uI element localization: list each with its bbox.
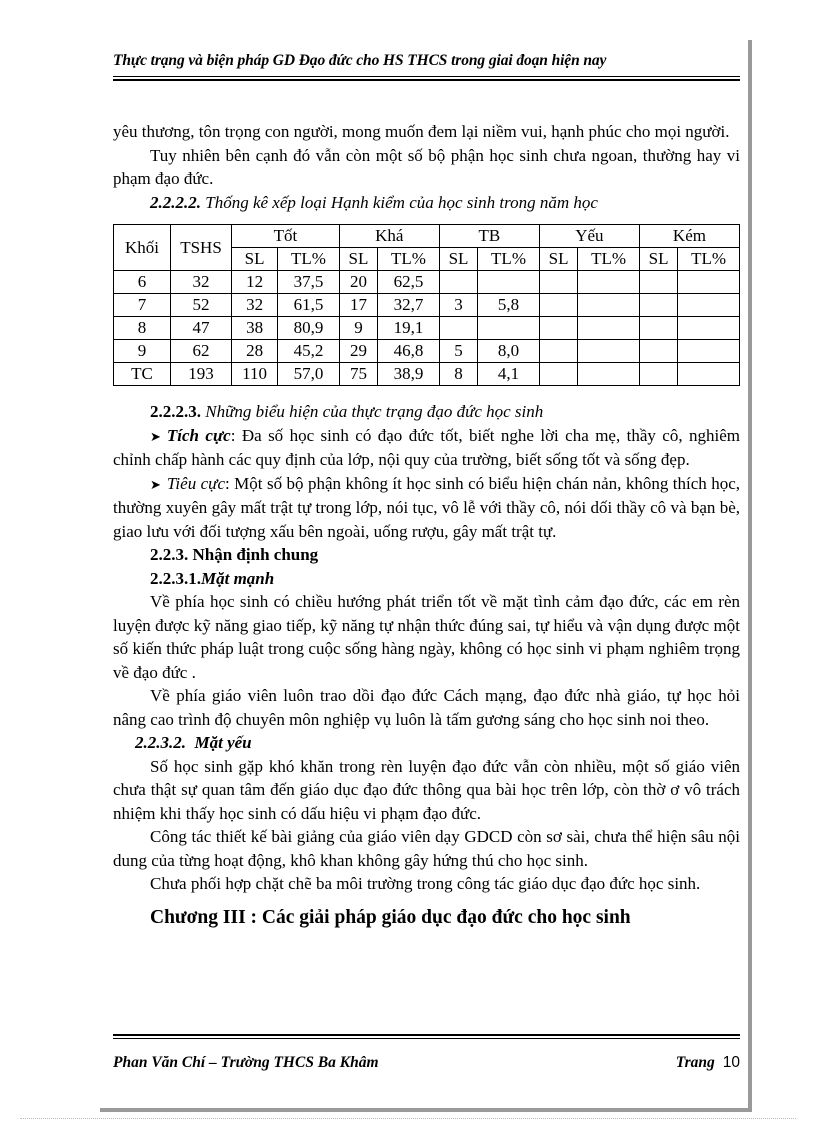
paragraph-strength-teachers: Về phía giáo viên luôn trao dồi đạo đức Cách mạng, đạo đức nhà giáo, tự học hỏi nâng cao trình độ chuyên môn nghiệp vụ luôn là tấm gương sáng cho học sinh noi theo. xyxy=(113,686,740,729)
table-row: 6 32 12 37,5 20 62,5 xyxy=(114,271,740,294)
sub-header: TL% xyxy=(678,248,740,271)
sub-header: SL xyxy=(339,248,377,271)
header-group: TB xyxy=(439,225,539,248)
page-number: 10 xyxy=(722,1054,740,1071)
table-row: 9 62 28 45,2 29 46,8 5 8,0 xyxy=(114,340,740,363)
bullet-positive: ➤ Tích cực: Đa số học sinh có đạo đức tốt, biết nghe lời cha mẹ, thầy cô, nghiêm chỉnh chấp hành các quy định của lớp, nội quy của trường, biết sống tốt và sống đẹp. xyxy=(113,425,740,469)
sub-header: SL xyxy=(539,248,577,271)
header-group: Tốt xyxy=(232,225,340,248)
footer-rule xyxy=(113,1034,740,1039)
header-group: Yếu xyxy=(539,225,639,248)
sub-header: TL% xyxy=(278,248,340,271)
sub-header: TL% xyxy=(578,248,640,271)
paragraph-intro: Tuy nhiên bên cạnh đó vẫn còn một số bộ phận học sinh chưa ngoan, thường hay vi phạm đạo đức. xyxy=(113,145,740,188)
section-heading-2222: 2.2.2.2. Thống kê xếp loại Hạnh kiểm của học sinh trong năm học xyxy=(150,192,598,212)
conduct-statistics-table xyxy=(113,224,740,386)
paragraph-weakness-3: Chưa phối hợp chặt chẽ ba môi trường trong công tác giáo dục đạo đức học sinh. xyxy=(150,874,701,893)
running-header: Thực trạng và biện pháp GD Đạo đức cho HS THCS trong giai đoạn hiện nay xyxy=(113,52,607,69)
sub-header: SL xyxy=(439,248,477,271)
sub-header: TL% xyxy=(478,248,540,271)
footer-author: Phan Văn Chí – Trường THCS Ba Khâm xyxy=(113,1054,379,1071)
table-row: 7 52 32 61,5 17 32,7 3 5,8 xyxy=(114,294,740,317)
sub-header: SL xyxy=(232,248,278,271)
section-heading-2223: 2.2.2.3. Những biểu hiện của thực trạng đạo đức học sinh xyxy=(150,402,544,421)
arrow-bullet-icon: ➤ xyxy=(150,476,161,492)
running-footer xyxy=(113,1054,740,1072)
sub-header: SL xyxy=(639,248,677,271)
header-rule xyxy=(113,76,740,81)
header-khoi: Khối xyxy=(114,225,171,271)
section-heading-223: 2.2.3. Nhận định chung xyxy=(150,545,319,564)
header-group: Khá xyxy=(339,225,439,248)
chapter-heading: Chương III : Các giải pháp giáo dục đạo đức cho học sinh xyxy=(150,906,631,928)
page-bottom-dotted-line xyxy=(20,1118,796,1119)
table-row-total: TC 193 110 57,0 75 38,9 8 4,1 xyxy=(114,363,740,386)
bullet-negative: ➤ Tiêu cực: Một số bộ phận không ít học sinh có biểu hiện chán nản, không thích học, thường xuyên gây mất trật tự trong lớp, nói tục, vô lễ với thầy cô, nói dối thầy cô và bạn bè, giao lưu với đối tượng xấu bên ngoài, uống rượu, gây mất trật tự. xyxy=(113,473,741,541)
paragraph-continuation: yêu thương, tôn trọng con người, mong muốn đem lại niềm vui, hạnh phúc cho mọi người. xyxy=(113,122,730,141)
paragraph-weakness-1: Số học sinh gặp khó khăn trong rèn luyện đạo đức vẫn còn nhiều, một số giáo viên chưa thật sự quan tâm đến giáo dục đạo đức thông qua bài học trên lớp, còn thờ ơ vô trách nhiệm khi thấy học sinh có dấu hiệu vi phạm đạo đức. xyxy=(113,756,740,823)
footer-page: Trang 10 xyxy=(675,1054,740,1071)
document-body xyxy=(113,120,740,929)
arrow-bullet-icon: ➤ xyxy=(150,428,161,444)
header-group: Kém xyxy=(639,225,739,248)
section-heading-2232: 2.2.3.2. Mặt yếu xyxy=(135,733,252,752)
header-tshs: TSHS xyxy=(171,225,232,271)
table-row: 8 47 38 80,9 9 19,1 xyxy=(114,317,740,340)
section-heading-2231: 2.2.3.1.Mặt mạnh xyxy=(150,568,275,588)
paragraph-weakness-2: Công tác thiết kế bài giảng của giáo viên dạy GDCD còn sơ sài, chưa thể hiện sâu nội dung của từng hoạt động, khô khan không gây hứng thú cho học sinh. xyxy=(113,827,740,870)
paragraph-strength-students: Về phía học sinh có chiều hướng phát triển tốt về mặt tình cảm đạo đức, các em rèn luyện được kỹ năng giao tiếp, kỹ năng tự nhận thức đúng sai, tự hiểu và vận dụng được một số kiến thức pháp luật trong cuộc sống hàng ngày, không có học sinh vi phạm nghiêm trọng về đạo đức . xyxy=(113,592,740,682)
sub-header: TL% xyxy=(378,248,440,271)
